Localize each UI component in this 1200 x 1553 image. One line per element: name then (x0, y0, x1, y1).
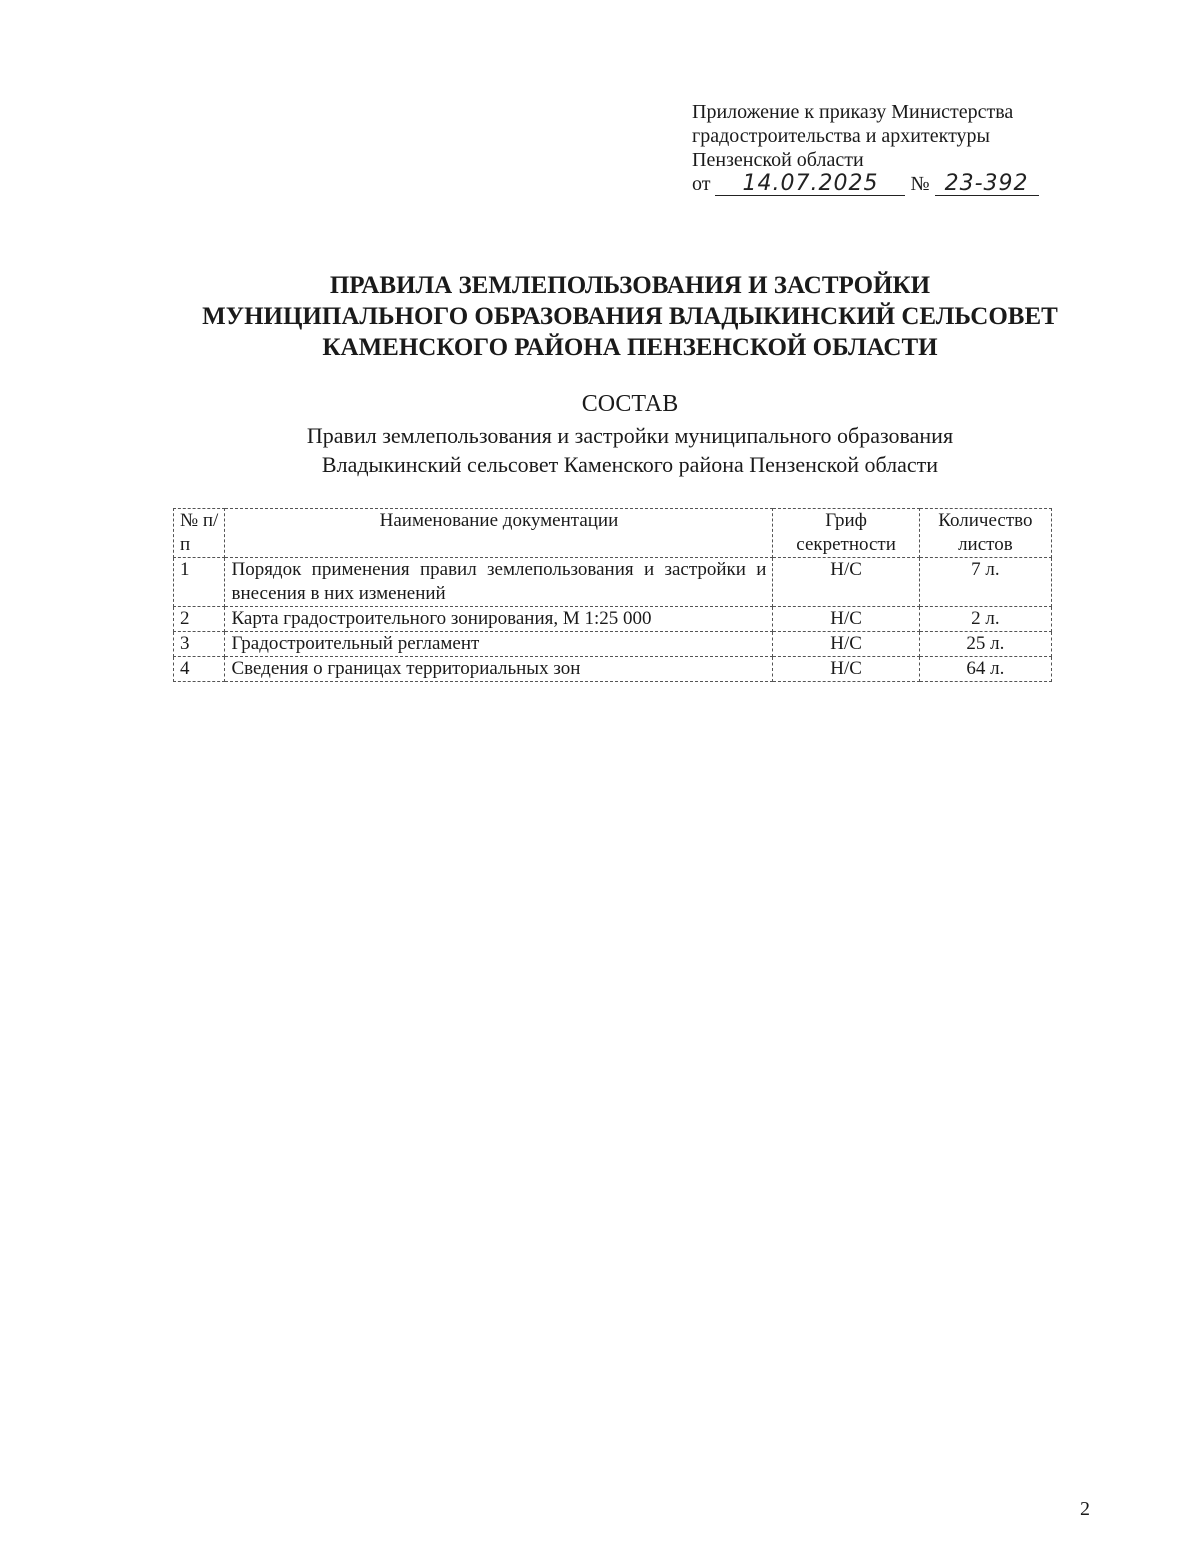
appendix-header (692, 100, 1132, 196)
row-grif: Н/С (773, 632, 919, 657)
composition-heading: СОСТАВ (581, 391, 679, 417)
order-reference (692, 172, 1132, 196)
table-row (174, 558, 1052, 607)
title-line-2: МУНИЦИПАЛЬНОГО ОБРАЗОВАНИЯ ВЛАДЫКИНСКИЙ СЕЛЬСОВЕТ (202, 303, 1058, 330)
composition-heading-block (100, 390, 1160, 479)
from-prefix: от (692, 173, 711, 195)
appendix-line-1: Приложение к приказу Министерства (692, 101, 1014, 123)
page-number: 2 (1080, 1498, 1090, 1520)
table-header-row (174, 509, 1052, 558)
order-number-handwritten: 23-392 (935, 173, 1039, 196)
appendix-line-2: градостроительства и архитектуры (692, 125, 990, 147)
header-qty: Количество листов (919, 509, 1051, 558)
row-qty: 2 л. (919, 607, 1051, 632)
row-grif: Н/С (773, 607, 919, 632)
title-line-3: КАМЕНСКОГО РАЙОНА ПЕНЗЕНСКОЙ ОБЛАСТИ (322, 334, 938, 361)
row-num: 3 (174, 632, 225, 657)
row-qty: 64 л. (919, 657, 1051, 682)
table-row (174, 632, 1052, 657)
table-row (174, 607, 1052, 632)
row-name: Карта градостроительного зонирования, М 1:25 000 (225, 607, 773, 632)
header-name: Наименование документации (225, 509, 773, 558)
header-num: № п/п (174, 509, 225, 558)
order-date-handwritten: 14.07.2025 (715, 173, 905, 196)
row-num: 2 (174, 607, 225, 632)
row-qty: 25 л. (919, 632, 1051, 657)
appendix-line-3: Пензенской области (692, 149, 864, 171)
row-grif: Н/С (773, 558, 919, 607)
row-name: Сведения о границах территориальных зон (225, 657, 773, 682)
composition-line-2: Владыкинский сельсовет Каменского района Пензенской области (321, 452, 939, 477)
row-num: 1 (174, 558, 225, 607)
header-grif: Гриф секретности (773, 509, 919, 558)
row-num: 4 (174, 657, 225, 682)
document-title (100, 270, 1160, 363)
row-name: Градостроительный регламент (225, 632, 773, 657)
documents-table (173, 508, 1052, 682)
composition-line-1: Правил землепользования и застройки муниципального образования (306, 423, 954, 448)
row-qty: 7 л. (919, 558, 1051, 607)
number-prefix: № (910, 173, 930, 195)
title-line-1: ПРАВИЛА ЗЕМЛЕПОЛЬЗОВАНИЯ И ЗАСТРОЙКИ (329, 272, 931, 299)
row-name: Порядок применения правил землепользования и застройки и внесения в них изменений (225, 558, 773, 607)
table-row (174, 657, 1052, 682)
row-grif: Н/С (773, 657, 919, 682)
